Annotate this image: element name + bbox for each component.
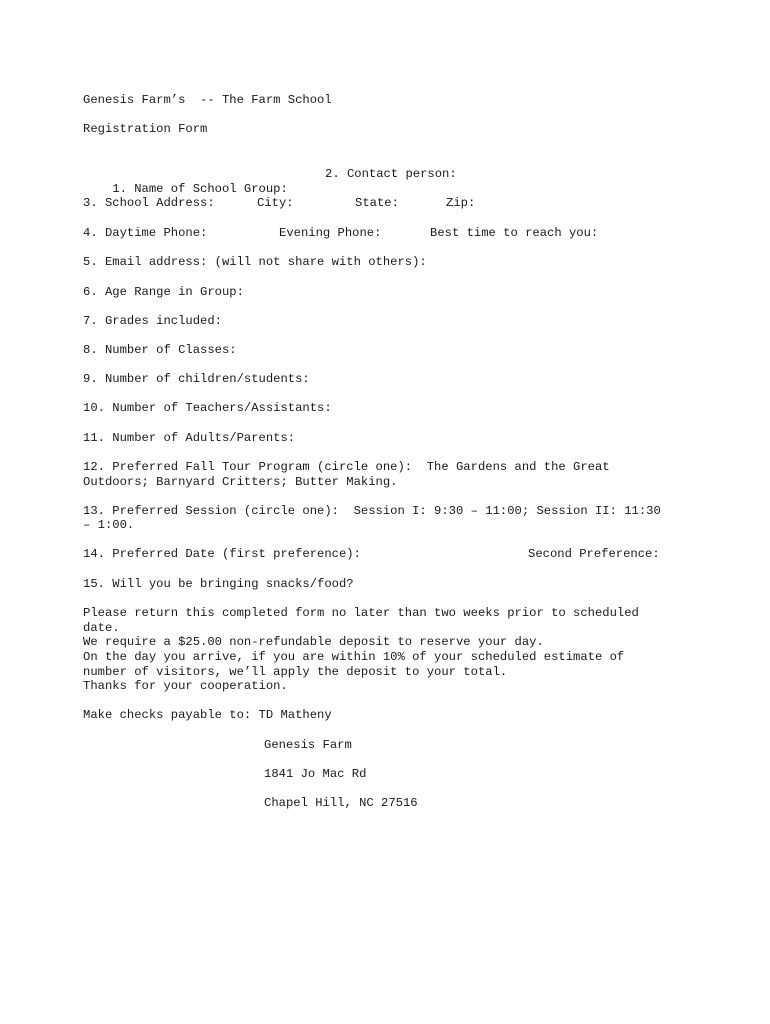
note-line-1: Please return this completed form no later than two weeks prior to scheduled xyxy=(83,606,639,620)
field-classes-label: 8. Number of Classes: xyxy=(83,343,237,357)
payment-payable: Make checks payable to: TD Matheny xyxy=(83,708,332,722)
field-teachers-label: 10. Number of Teachers/Assistants: xyxy=(83,401,332,415)
field-school-address-label: 3. School Address: xyxy=(83,196,215,210)
field-age-range-label: 6. Age Range in Group: xyxy=(83,285,244,299)
note-line-5: number of visitors, we’ll apply the deposit to your total. xyxy=(83,665,508,679)
payment-city: Chapel Hill, NC 27516 xyxy=(264,796,418,810)
payment-name: Genesis Farm xyxy=(264,738,352,752)
note-line-2: date. xyxy=(83,621,120,635)
note-line-6: Thanks for your cooperation. xyxy=(83,679,288,693)
field-snacks-label: 15. Will you be bringing snacks/food? xyxy=(83,577,354,591)
field-children-label: 9. Number of children/students: xyxy=(83,372,310,386)
field-tour-program-line1: 12. Preferred Fall Tour Program (circle one): The Gardens and the Great xyxy=(83,460,610,474)
form-title: Genesis Farm’s -- The Farm School xyxy=(83,93,332,107)
field-school-group-label: 1. Name of School Group: xyxy=(112,181,288,196)
note-line-4: On the day you arrive, if you are within 10% of your scheduled estimate of xyxy=(83,650,625,664)
field-state-label: State: xyxy=(355,196,399,210)
field-grades-label: 7. Grades included: xyxy=(83,314,222,328)
field-tour-program-line2: Outdoors; Barnyard Critters; Butter Making. xyxy=(83,475,398,489)
note-line-3: We require a $25.00 non-refundable deposit to reserve your day. xyxy=(83,635,544,649)
field-preferred-date-label: 14. Preferred Date (first preference): xyxy=(83,547,361,561)
field-zip-label: Zip: xyxy=(446,196,476,210)
form-subtitle: Registration Form xyxy=(83,122,208,136)
field-adults-label: 11. Number of Adults/Parents: xyxy=(83,431,296,445)
field-evening-phone-label: Evening Phone: xyxy=(279,226,382,240)
field-second-preference-label: Second Preference: xyxy=(528,547,660,561)
field-daytime-phone-label: 4. Daytime Phone: xyxy=(83,226,208,240)
field-session-line1: 13. Preferred Session (circle one): Session I: 9:30 – 11:00; Session II: 11:30 xyxy=(83,504,661,518)
payment-street: 1841 Jo Mac Rd xyxy=(264,767,367,781)
field-session-line2: – 1:00. xyxy=(83,518,135,532)
field-city-label: City: xyxy=(257,196,294,210)
field-best-time-label: Best time to reach you: xyxy=(430,226,599,240)
field-email-label: 5. Email address: (will not share with others): xyxy=(83,255,427,269)
field-contact-person-label: 2. Contact person: xyxy=(325,167,457,181)
